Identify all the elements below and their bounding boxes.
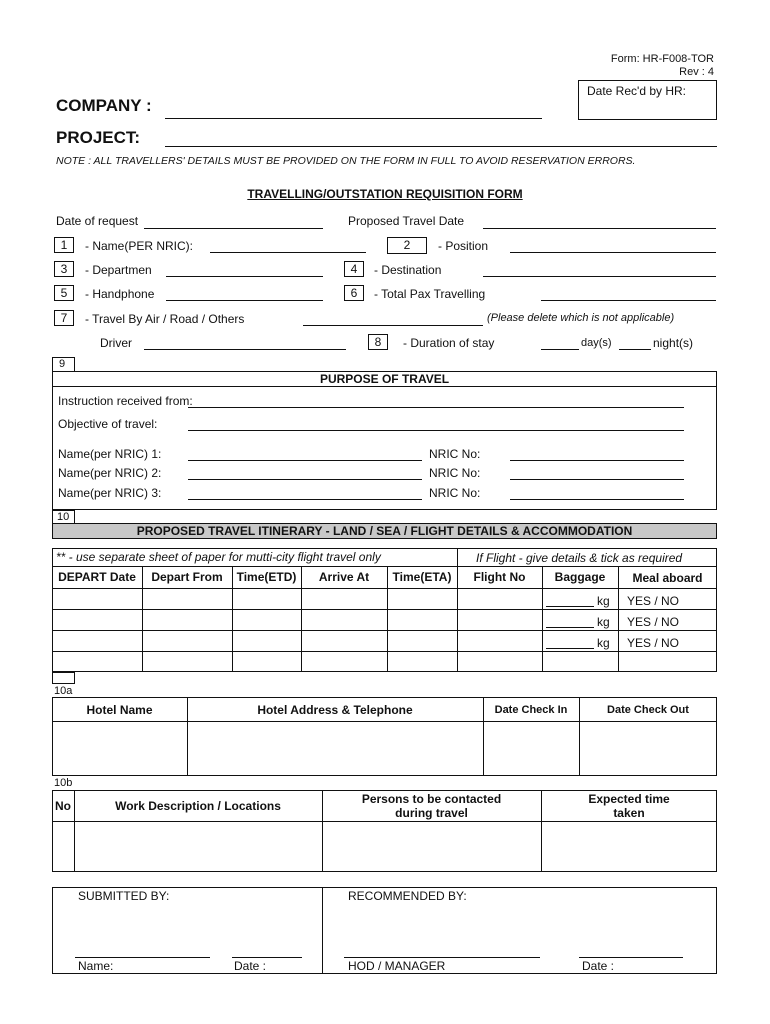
form-rev: Rev : 4 [679, 66, 714, 78]
itinerary-split [457, 548, 458, 672]
col-no: No [55, 799, 71, 813]
purpose-title: PURPOSE OF TRAVEL [319, 372, 450, 386]
travel-by-field[interactable] [303, 325, 483, 326]
days-label: day(s) [581, 337, 612, 349]
proposed-date-label: Proposed Travel Date [348, 214, 465, 228]
traveller-name-3-field[interactable] [188, 499, 422, 500]
traveller-name-2-label: Name(per NRIC) 2: [58, 466, 162, 480]
objective-label: Objective of travel: [58, 417, 158, 431]
driver-label: Driver [100, 336, 132, 350]
itinerary-title: PROPOSED TRAVEL ITINERARY - LAND / SEA / FLIGHT DETAILS & ACCOMMODATION [136, 524, 633, 538]
section-10a-number: 10a [54, 685, 73, 697]
nric-2-label: NRIC No: [429, 466, 481, 480]
col-check-out: Date Check Out [607, 704, 689, 716]
work-header-divider [52, 821, 717, 822]
field-number-5: 5 [54, 285, 74, 301]
col-flight-no: Flight No [473, 570, 526, 584]
date-received-box[interactable] [578, 80, 717, 120]
field-number-3: 3 [54, 261, 74, 277]
form-title: TRAVELLING/OUTSTATION REQUISITION FORM [247, 187, 523, 201]
col-hotel-address: Hotel Address & Telephone [257, 703, 413, 717]
field-number-7: 7 [54, 310, 74, 326]
name-sign-label: Name: [78, 959, 114, 973]
kg-label-2: kg [597, 615, 610, 629]
project-field[interactable] [165, 146, 717, 147]
field-number-8: 8 [368, 334, 388, 350]
nric-3-field[interactable] [510, 499, 684, 500]
col-baggage: Baggage [554, 570, 606, 584]
driver-field[interactable] [144, 349, 346, 350]
kg-label-1: kg [597, 594, 610, 608]
baggage-field-3[interactable] [546, 648, 594, 649]
date-received-label: Date Rec'd by HR: [587, 84, 686, 98]
col-time-etd: Time(ETD) [236, 570, 297, 584]
handphone-field[interactable] [166, 300, 323, 301]
date-request-label: Date of request [56, 214, 139, 228]
position-label: - Position [438, 239, 489, 253]
nric-1-field[interactable] [510, 460, 684, 461]
col-work-description: Work Description / Locations [115, 799, 281, 813]
meal-option-3[interactable]: YES / NO [627, 636, 680, 650]
field-number-6: 6 [344, 285, 364, 301]
form-code: Form: HR-F008-TOR [610, 53, 714, 65]
name-label: - Name(PER NRIC): [85, 239, 194, 253]
recommended-by-label: RECOMMENDED BY: [348, 889, 467, 903]
total-pax-field[interactable] [541, 300, 716, 301]
traveller-name-1-label: Name(per NRIC) 1: [58, 447, 162, 461]
handphone-label: - Handphone [85, 287, 155, 301]
hod-date-label: Date : [582, 959, 615, 973]
section-9-number: 9 [52, 357, 75, 372]
col-meal-aboard: Meal aboard [632, 571, 703, 585]
note: NOTE : ALL TRAVELLERS' DETAILS MUST BE PROVIDED ON THE FORM IN FULL TO AVOID RESERVATION ERRORS. [56, 155, 636, 167]
section-10b-number: 10b [54, 777, 73, 789]
objective-field[interactable] [188, 430, 684, 431]
baggage-field-2[interactable] [546, 627, 594, 628]
signature-divider [322, 887, 323, 974]
col-check-in: Date Check In [494, 704, 568, 716]
itinerary-row-line-2 [52, 630, 717, 631]
project-label: PROJECT: [56, 128, 141, 147]
itinerary-note-left: ** - use separate sheet of paper for mutti-city flight travel only [56, 550, 381, 564]
delete-note: (Please delete which is not applicable) [487, 312, 675, 324]
kg-label-3: kg [597, 636, 610, 650]
total-pax-label: - Total Pax Travelling [374, 287, 486, 301]
duration-label: - Duration of stay [403, 336, 495, 350]
travel-by-label: - Travel By Air / Road / Others [85, 312, 245, 326]
traveller-name-3-label: Name(per NRIC) 3: [58, 486, 162, 500]
submitted-name-field[interactable] [75, 957, 210, 958]
nights-label: night(s) [653, 336, 694, 350]
submitted-by-label: SUBMITTED BY: [78, 889, 170, 903]
traveller-name-1-field[interactable] [188, 460, 422, 461]
itinerary-row-line-1 [52, 609, 717, 610]
field-number-1: 1 [54, 237, 74, 253]
company-label: COMPANY : [56, 96, 152, 115]
hod-date-field[interactable] [579, 957, 683, 958]
itinerary-note-right: If Flight - give details & tick as required [476, 551, 683, 565]
department-label: - Departmen [85, 263, 152, 277]
field-number-2: 2 [387, 237, 427, 254]
itinerary-title-bar [52, 523, 717, 539]
instruction-field[interactable] [188, 407, 684, 408]
traveller-name-2-field[interactable] [188, 479, 422, 480]
col-time-eta: Time(ETA) [392, 570, 452, 584]
destination-field[interactable] [483, 276, 716, 277]
section-10-number: 10 [52, 510, 75, 524]
baggage-field-1[interactable] [546, 606, 594, 607]
date-request-field[interactable] [144, 228, 323, 229]
section-10a-marker [52, 672, 75, 684]
col-arrive-at: Arrive At [318, 570, 370, 584]
meal-option-1[interactable]: YES / NO [627, 594, 680, 608]
department-field[interactable] [166, 276, 323, 277]
position-field[interactable] [510, 252, 716, 253]
hod-signature-field[interactable] [344, 957, 540, 958]
company-field[interactable] [165, 118, 542, 119]
col-hotel-name: Hotel Name [86, 703, 153, 717]
col-persons-line-1: Persons to be contacted [361, 792, 502, 806]
name-field[interactable] [210, 252, 366, 253]
nric-1-label: NRIC No: [429, 447, 481, 461]
nric-2-field[interactable] [510, 479, 684, 480]
submitted-date-field[interactable] [232, 957, 302, 958]
destination-label: - Destination [374, 263, 442, 277]
col-depart-date: DEPART Date [58, 570, 136, 584]
hotel-header-divider [52, 721, 717, 722]
days-field[interactable] [541, 349, 579, 350]
instruction-label: Instruction received from: [58, 394, 193, 408]
hod-manager-label: HOD / MANAGER [348, 959, 446, 973]
purpose-divider [52, 386, 717, 387]
col-expected-line-2: taken [613, 806, 645, 820]
meal-option-2[interactable]: YES / NO [627, 615, 680, 629]
itinerary-row-line-3 [52, 651, 717, 652]
col-expected-line-1: Expected time [588, 792, 670, 806]
nights-field[interactable] [619, 349, 651, 350]
date-sign-label: Date : [234, 959, 267, 973]
col-depart-from: Depart From [151, 570, 223, 584]
nric-3-label: NRIC No: [429, 486, 481, 500]
proposed-date-field[interactable] [483, 228, 716, 229]
col-persons-line-2: during travel [395, 806, 468, 820]
field-number-4: 4 [344, 261, 364, 277]
